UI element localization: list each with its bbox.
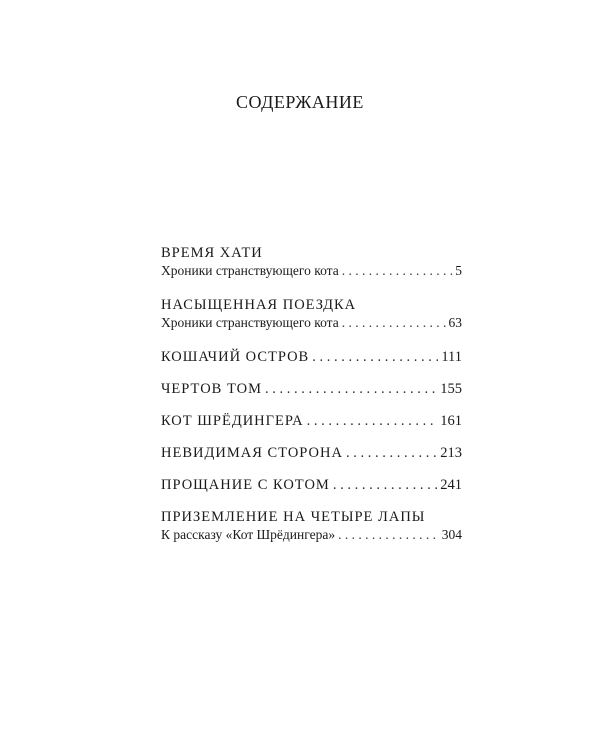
toc-entry-row bbox=[161, 380, 462, 398]
dot-leader bbox=[307, 412, 438, 430]
dot-leader bbox=[338, 526, 439, 544]
toc-entry-title: ЧЕРТОВ ТОМ bbox=[161, 381, 262, 397]
toc-entry-row bbox=[161, 444, 462, 462]
toc-entry-row bbox=[161, 314, 462, 332]
toc-entry-page: 63 bbox=[448, 315, 462, 330]
toc-entry bbox=[161, 476, 462, 494]
dot-leader bbox=[346, 444, 437, 462]
table-of-contents bbox=[161, 244, 462, 560]
toc-entry bbox=[161, 348, 462, 366]
toc-entry-page: 161 bbox=[440, 413, 462, 429]
toc-entry bbox=[161, 380, 462, 398]
toc-entry-page: 155 bbox=[440, 381, 462, 397]
toc-entry bbox=[161, 508, 462, 544]
toc-entry bbox=[161, 244, 462, 280]
toc-entry-page: 5 bbox=[455, 263, 462, 278]
toc-entry-page: 304 bbox=[441, 527, 462, 542]
toc-entry-title: ВРЕМЯ ХАТИ bbox=[161, 245, 263, 261]
toc-entry bbox=[161, 296, 462, 332]
toc-entry-row bbox=[161, 412, 462, 430]
dot-leader bbox=[333, 476, 437, 494]
dot-leader bbox=[312, 348, 438, 366]
toc-entry-page: 111 bbox=[441, 349, 462, 365]
toc-entry bbox=[161, 444, 462, 462]
toc-entry-title: КОШАЧИЙ ОСТРОВ bbox=[161, 349, 310, 365]
toc-entry-subtitle: Хроники странствующего кота bbox=[161, 263, 339, 278]
dot-leader bbox=[342, 262, 453, 280]
toc-entry-title: ПРИЗЕМЛЕНИЕ НА ЧЕТЫРЕ ЛАПЫ bbox=[161, 509, 426, 525]
toc-entry-title: КОТ ШРЁДИНГЕРА bbox=[161, 413, 304, 429]
toc-entry-title: ПРОЩАНИЕ С КОТОМ bbox=[161, 477, 330, 493]
toc-entry-title: НЕВИДИМАЯ СТОРОНА bbox=[161, 445, 343, 461]
page-title: СОДЕРЖАНИЕ bbox=[236, 92, 364, 112]
dot-leader bbox=[342, 314, 446, 332]
toc-entry-row bbox=[161, 526, 462, 544]
dot-leader bbox=[265, 380, 437, 398]
toc-entry-row bbox=[161, 262, 462, 280]
toc-entry-subtitle: К рассказу «Кот Шрёдингера» bbox=[161, 527, 336, 542]
toc-entry-page: 213 bbox=[440, 445, 462, 461]
toc-entry bbox=[161, 412, 462, 430]
toc-entry-page: 241 bbox=[440, 477, 462, 493]
toc-entry-title: НАСЫЩЕННАЯ ПОЕЗДКА bbox=[161, 297, 357, 313]
toc-entry-row bbox=[161, 476, 462, 494]
toc-entry-row bbox=[161, 348, 462, 366]
toc-entry-subtitle: Хроники странствующего кота bbox=[161, 315, 339, 330]
